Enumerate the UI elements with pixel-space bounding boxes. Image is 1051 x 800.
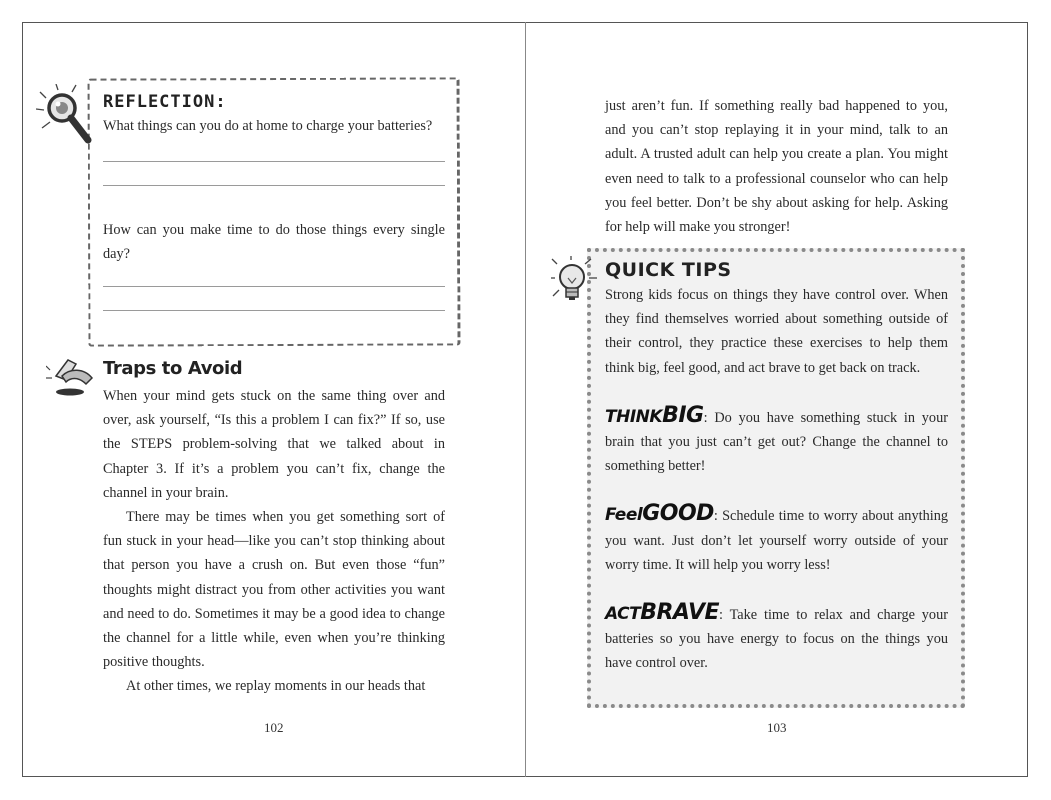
traps-heading: Traps to Avoid: [103, 358, 243, 379]
think-big-label: THINKBIG: [605, 402, 704, 428]
traps-text: [103, 384, 445, 699]
answer-line-3[interactable]: [103, 286, 445, 287]
think-big-tip: THINKBIG: Do you have something stuck in your brain that you just can’t get out? Change the channel to something better!: [605, 402, 948, 475]
page-number-right: 103: [767, 720, 787, 735]
feel-good-label: FeelGOOD: [605, 501, 714, 527]
quick-tips-content: [605, 259, 948, 676]
magnifying-glass-icon: [36, 84, 100, 148]
act-brave-tip: ACTBRAVE: Take time to relax and charge your batteries so you have energy to focus on the things you have control over.: [605, 600, 948, 672]
banana-peel-icon: [46, 354, 98, 402]
page-number-left: 102: [264, 720, 284, 735]
lightbulb-icon: [551, 256, 599, 306]
answer-line-4[interactable]: [103, 310, 445, 311]
act-brave-label: ACTBRAVE: [605, 600, 720, 626]
page-gutter: [525, 22, 526, 777]
quick-tips-heading: QUICK TIPS: [605, 259, 732, 281]
traps-paragraph-1: When your mind gets stuck on the same thing over and over, ask yourself, “Is this a problem I can fix?” If so, use the STEPS problem-solving that we talked about in Chapter 3. If it’s a problem you can’t fix, change the channel in your brain.: [103, 388, 445, 501]
reflection-question-2: How can you make time to do those things every single day?: [103, 222, 445, 263]
reflection-content: [103, 92, 445, 311]
continuation-paragraph: just aren’t fun. If something really bad happened to you, and you can’t stop replaying it in your mind, talk to an adult. A trusted adult can help you create a plan. You might even need to talk to a professional counselor who can help you feel better. Don’t be shy about asking for help. Asking for help will make you stronger!: [605, 98, 948, 236]
reflection-question-1: What things can you do at home to charge your batteries?: [103, 118, 433, 134]
traps-paragraph-3: At other times, we replay moments in our heads that: [126, 678, 426, 695]
feel-good-tip: FeelGOOD: Schedule time to worry about anything you want. Just don’t let yourself worry outside of your worry time. It will help you worry less!: [605, 501, 948, 573]
reflection-heading: REFLECTION:: [103, 92, 227, 112]
continuation-text: [605, 94, 948, 239]
quick-tips-intro: Strong kids focus on things they have control over. When they find themselves worried about something outside of their control, they practice these exercises to help them think big, feel good, and act brave to get back on track.: [605, 287, 948, 376]
answer-line-1[interactable]: [103, 161, 445, 162]
traps-paragraph-2: There may be times when you get something sort of fun stuck in your head—like you can’t stop thinking about that person you have a crush on. But even those “fun” thoughts might distract you from other activities you want and need to do. Sometimes it may be a good idea to change the channel for a little while, even when you’re thinking positive thoughts.: [103, 509, 445, 671]
